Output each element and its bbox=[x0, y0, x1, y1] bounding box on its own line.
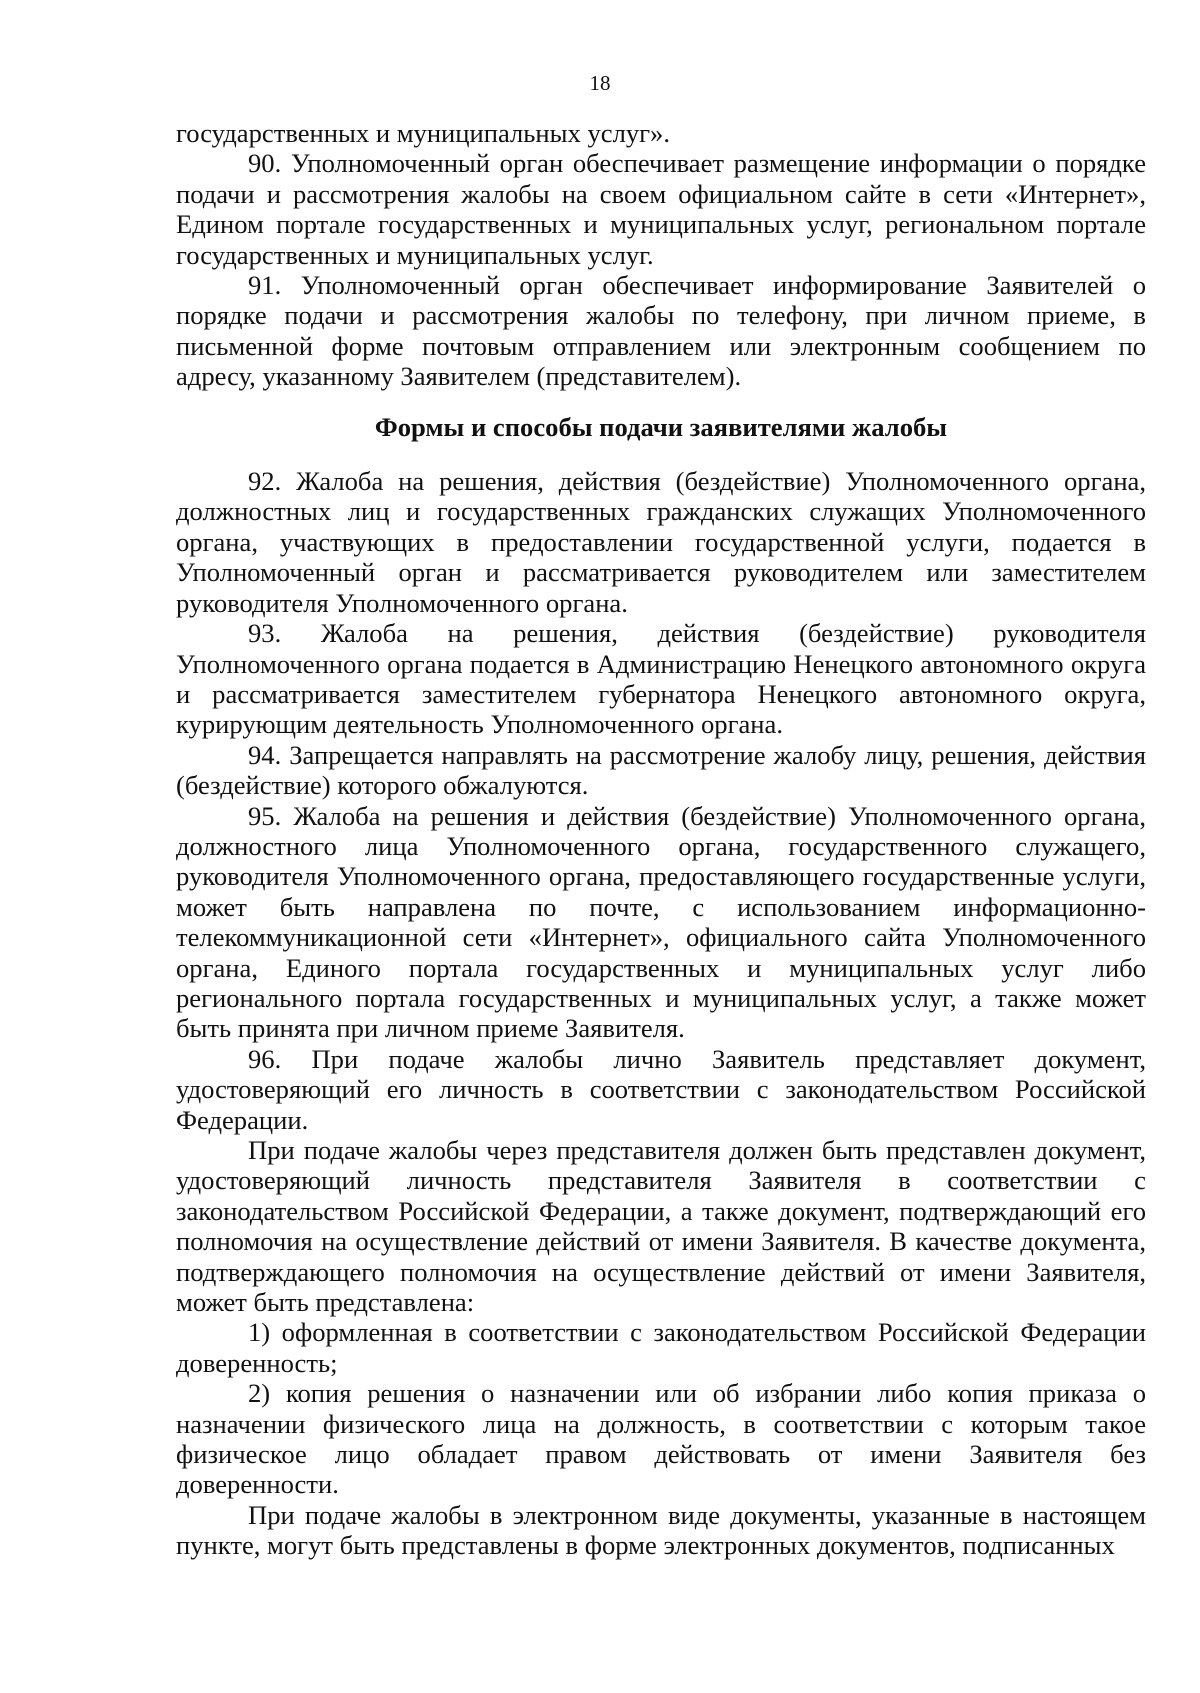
paragraph-representative: При подаче жалобы через представителя должен быть представлен документ, удостоверяющий личность представителя Заявителя в соответствии с законодательством Российской Федерации, а также документ, подтверждающий его полномочия на осуществление действий от имени Заявителя. В качестве документа, подтверждающего полномочия на осуществление действий от имени Заявителя, может быть представлена: bbox=[176, 1135, 1146, 1318]
paragraph-96: 96. При подаче жалобы лично Заявитель представляет документ, удостоверяющий его личность в соответствии с законодательством Российской Федерации. bbox=[176, 1043, 1146, 1135]
list-item-2: 2) копия решения о назначении или об избрании либо копия приказа о назначении физического лица на должность, в соответствии с которым такое физическое лицо обладает правом действовать от имени Заявителя без доверенности. bbox=[176, 1378, 1146, 1500]
paragraph-94: 94. Запрещается направлять на рассмотрение жалобу лицу, решения, действия (бездействие) которого обжалуются. bbox=[176, 739, 1146, 801]
paragraph-95: 95. Жалоба на решения и действия (бездействие) Уполномоченного органа, должностного лица Уполномоченного органа, государственного служащего, руководителя Уполномоченного органа, предоставляющего государственные услуги, может быть направлена по почте, с использованием информационно-телекоммуникационной сети «Интернет», официального сайта Уполномоченного органа, Единого портала государственных и муниципальных услуг либо регионального портала государственных и муниципальных услуг, а также может быть принята при личном приеме Заявителя. bbox=[176, 800, 1146, 1044]
paragraph-93: 93. Жалоба на решения, действия (бездействие) руководителя Уполномоченного органа подается в Администрацию Ненецкого автономного округа и рассматривается заместителем губернатора Ненецкого автономного округа, курирующим деятельность Уполномоченного органа. bbox=[176, 618, 1146, 740]
paragraph-91: 91. Уполномоченный орган обеспечивает информирование Заявителей о порядке подачи и рассмотрения жалобы по телефону, при личном приеме, в письменной форме почтовым отправлением или электронным сообщением по адресу, указанному Заявителем (представителем). bbox=[176, 270, 1146, 392]
paragraph-electronic: При подаче жалобы в электронном виде документы, указанные в настоящем пункте, могут быть представлены в форме электронных документов, подписанных bbox=[176, 1499, 1146, 1561]
document-body bbox=[176, 118, 1146, 1561]
paragraph-92: 92. Жалоба на решения, действия (бездействие) Уполномоченного органа, должностных лиц и государственных гражданских служащих Уполномоченного органа, участвующих в предоставлении государственной услуги, подается в Уполномоченный орган и рассматривается руководителем или заместителем руководителя Уполномоченного органа. bbox=[176, 466, 1146, 618]
section-heading: Формы и способы подачи заявителями жалобы bbox=[374, 411, 948, 442]
list-item-1: 1) оформленная в соответствии с законодательством Российской Федерации доверенность; bbox=[176, 1317, 1146, 1378]
paragraph-90: 90. Уполномоченный орган обеспечивает размещение информации о порядке подачи и рассмотрения жалобы на своем официальном сайте в сети «Интернет», Едином портале государственных и муниципальных услуг, региональном портале государственных и муниципальных услуг. bbox=[176, 148, 1146, 270]
page-number: 18 bbox=[589, 71, 611, 95]
paragraph-continuation: государственных и муниципальных услуг». bbox=[176, 118, 670, 148]
